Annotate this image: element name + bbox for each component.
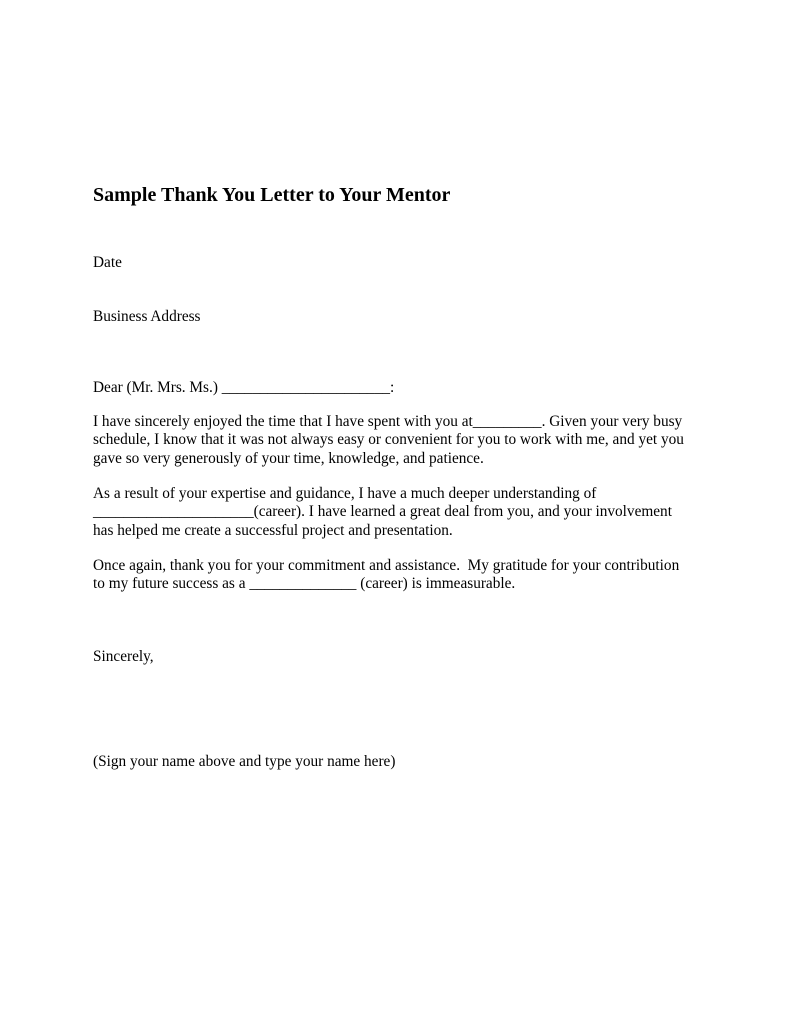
business-address-line: Business Address (93, 308, 201, 325)
paragraph-line: has helped me create a successful project and presentation. (93, 521, 453, 539)
closing-line: Sincerely, (93, 648, 154, 665)
paragraph-line: _____________________(career). I have learned a great deal from you, and your involvement (93, 503, 672, 521)
date-line: Date (93, 254, 122, 271)
paragraph-line: As a result of your expertise and guidance, I have a much deeper understanding of (93, 485, 597, 502)
paragraph-closing-thanks (93, 557, 713, 594)
salutation-line: Dear (Mr. Mrs. Ms.) ______________________: (93, 379, 395, 396)
paragraph-line: gave so very generously of your time, knowledge, and patience. (93, 449, 484, 467)
paragraph-gratitude (93, 413, 713, 468)
paragraph-line: to my future success as a ______________ (career) is immeasurable. (93, 575, 516, 593)
signature-instruction: (Sign your name above and type your name here) (93, 753, 396, 770)
paragraph-line: I have sincerely enjoyed the time that I have spent with you at_________. Given your very busy (93, 413, 683, 430)
letter-title: Sample Thank You Letter to Your Mentor (93, 184, 451, 206)
paragraph-expertise (93, 485, 713, 540)
paragraph-line: schedule, I know that it was not always easy or convenient for you to work with me, and yet you (93, 431, 684, 449)
paragraph-line: Once again, thank you for your commitment and assistance. My gratitude for your contribution (93, 557, 680, 574)
